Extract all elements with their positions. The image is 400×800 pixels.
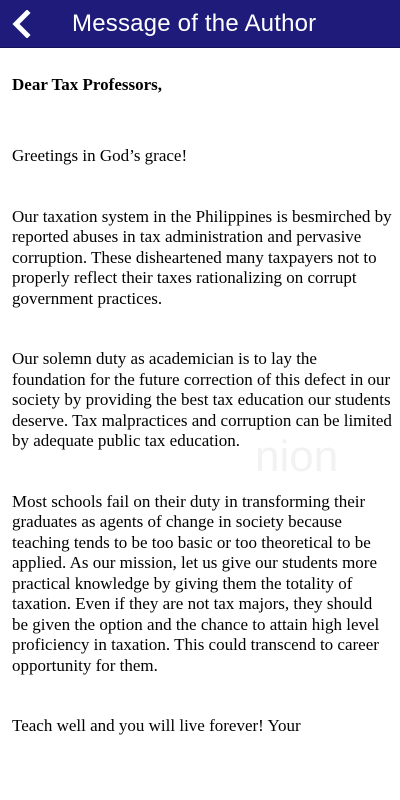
chevron-left-icon xyxy=(10,10,32,38)
paragraph-solemn-duty: Our solemn duty as academician is to lay the foundation for the future correction of this defect in our society by providing the best tax education our students deserve. Tax malpractices and corruption can be limited by adequate public tax education. xyxy=(12,349,392,450)
letter-content xyxy=(12,48,392,737)
paragraph-greeting: Greetings in God’s grace! xyxy=(12,146,188,165)
paragraph-taxation-system: Our taxation system in the Philippines is besmirched by reported abuses in tax administration and pervasive corruption. These disheartened many taxpayers not to properly reflect their taxes rationalizing on corrupt government practices. xyxy=(12,206,392,308)
page-title: Message of the Author xyxy=(72,9,317,37)
paragraph-schools: Most schools fail on their duty in transforming their graduates as agents of change in society because teaching tends to be too basic or too theoretical to be applied. As our mission, let us give our students more practical knowledge by giving them the totality of taxation. Even if they are not tax majors, they should be given the option and the chance to attain high level proficiency in taxation. This could transcend to career opportunity for them. xyxy=(12,491,380,675)
salutation: Dear Tax Professors, xyxy=(12,75,163,94)
paragraph-teach-well: Teach well and you will live forever! Your xyxy=(12,716,301,735)
back-button[interactable] xyxy=(0,0,42,47)
header-bar xyxy=(0,0,400,48)
watermark: nion xyxy=(255,432,339,481)
